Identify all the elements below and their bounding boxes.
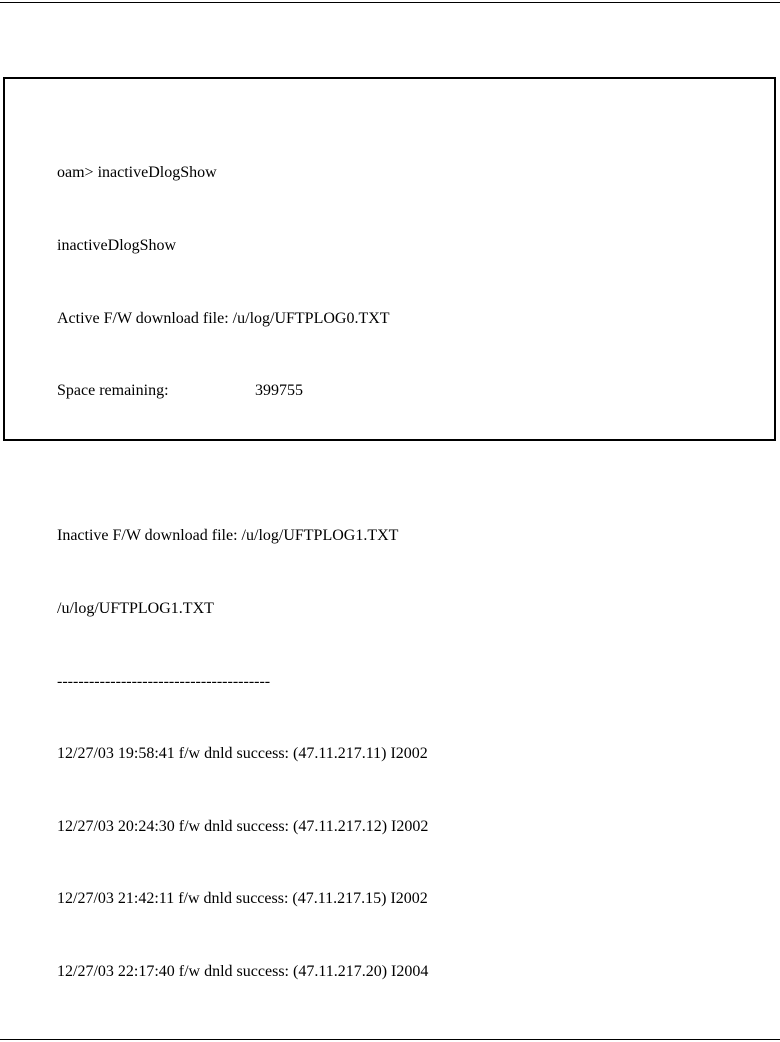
- command-echo-line: inactiveDlogShow: [57, 237, 177, 254]
- space-remaining-label: Space remaining:: [57, 382, 169, 400]
- log-entry: 12/27/03 19:58:41 f/w dnld success: (47.11.217.11) I2002: [57, 745, 428, 763]
- active-download-file-line: Active F/W download file: /u/log/UFTPLOG0.TXT: [57, 309, 390, 327]
- console-output-text: [57, 113, 428, 1033]
- log-entry: 12/27/03 21:42:11 f/w dnld success: (47.11.217.15) I2002: [57, 890, 428, 908]
- blank-line: [57, 452, 428, 476]
- top-rule: [0, 2, 780, 3]
- space-remaining-row: [57, 379, 428, 403]
- inactive-download-file-line: Inactive F/W download file: /u/log/UFTPLOG1.TXT: [57, 527, 399, 545]
- inactive-file-path-line: /u/log/UFTPLOG1.TXT: [57, 599, 214, 617]
- command-prompt-line: oam> inactiveDlogShow: [57, 164, 217, 182]
- separator-line: ----------------------------------------: [57, 672, 271, 690]
- space-remaining-value: 399755: [255, 382, 303, 400]
- log-entry: 12/27/03 22:17:40 f/w dnld success: (47.11.217.20) I2004: [57, 962, 429, 980]
- console-output-box: [3, 77, 776, 980]
- bottom-rule: [0, 1039, 780, 1040]
- log-entry: 12/27/03 20:24:30 f/w dnld success: (47.11.217.12) I2002: [57, 817, 429, 835]
